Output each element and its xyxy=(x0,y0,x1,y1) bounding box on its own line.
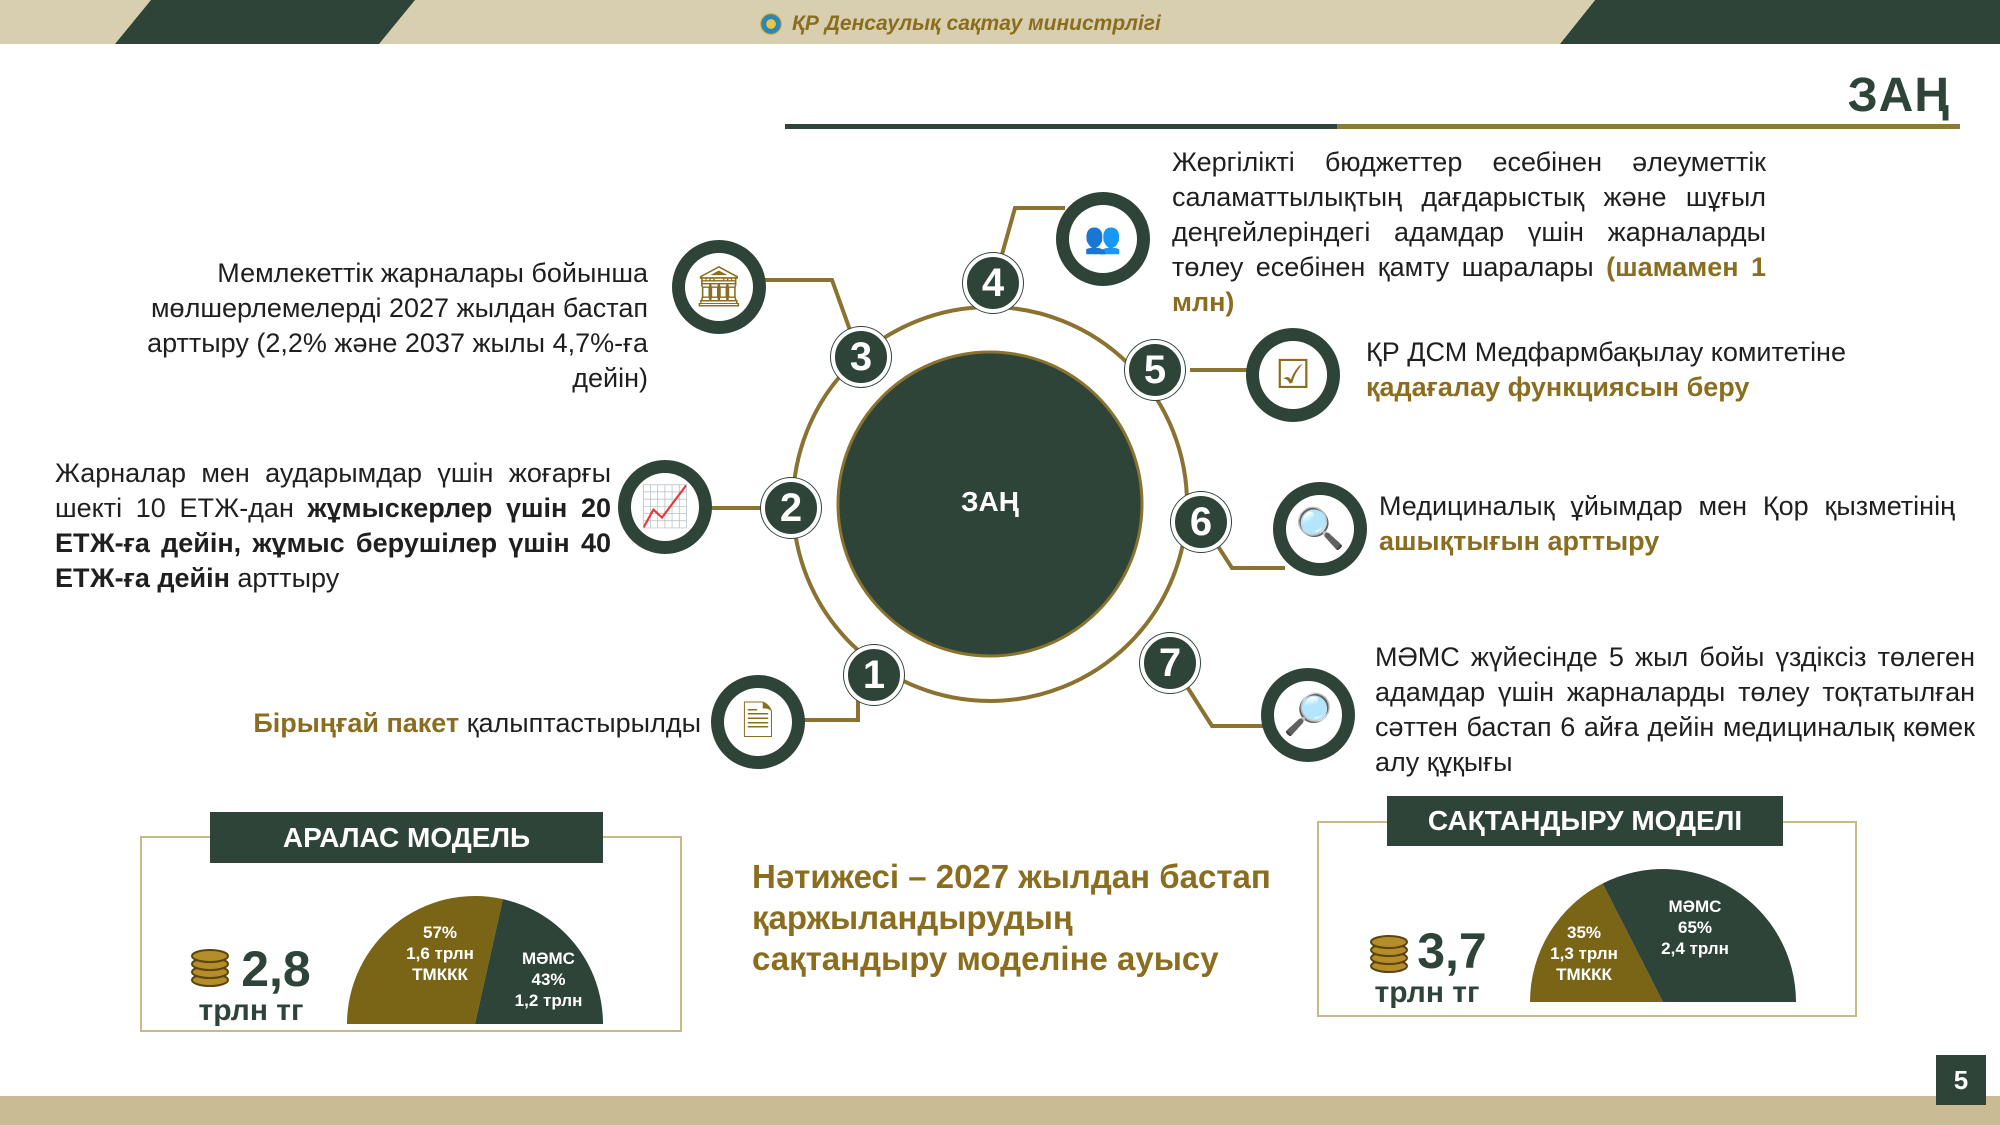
item-1-body: қалыптастырылды xyxy=(459,708,701,738)
mixed-slice-1-percent: 57% xyxy=(422,923,458,942)
item-4-highlight: (шамамен 1 млн) xyxy=(1172,252,1766,317)
insurance-slice-2-percent: 65% xyxy=(1677,918,1713,937)
mixed-slice-2-name: МӘМС xyxy=(522,949,575,968)
item-2-body: Жарналар мен аударымдар үшін жоғарғы шекті 10 ЕТЖ-дан xyxy=(55,458,611,523)
mixed-slice-2-percent: 43% xyxy=(531,970,566,989)
item-7-text: МӘМС жүйесінде 5 жыл бойы үздіксіз төлеген адамдар үшін жарналарды төлеу тоқтатылған сәттен бастап 6 айға дейін медициналық көмек алу құқығы xyxy=(1375,642,1975,777)
item-4-text xyxy=(1172,145,1766,320)
insurance-amount-unit: трлн тг xyxy=(1374,976,1480,1009)
item-2-highlight: жұмыскерлер үшін 20 ЕТЖ-ға дейін, жұмыс берушілер үшін 40 ЕТЖ-ға дейін xyxy=(55,493,611,593)
result-text: Нәтижесі – 2027 жылдан бастап қаржыландырудың сақтандыру моделіне ауысу xyxy=(752,858,1271,977)
item-5-body: ҚР ДСМ Медфармбақылау комитетіне xyxy=(1366,337,1846,367)
bank-building-icon: 🏛 xyxy=(672,240,766,334)
mixed-slice-2-amount: 1,2 трлн xyxy=(514,991,583,1010)
analysis-magnifier-icon: 🔎 xyxy=(1261,668,1355,762)
mixed-slice-1-name: ТМККК xyxy=(412,965,468,984)
badge-2: 2 xyxy=(761,478,821,538)
center-label: ЗАҢ xyxy=(961,486,1019,517)
badge-3: 3 xyxy=(831,327,891,387)
badge-7: 7 xyxy=(1140,633,1200,693)
insurance-slice-1-name: ТМККК xyxy=(1556,965,1612,984)
state-emblem-icon xyxy=(760,13,782,35)
title-underline xyxy=(785,124,1960,129)
insurance-slice-2-label xyxy=(1640,896,1750,959)
item-5-highlight: қадағалау функциясын беру xyxy=(1366,372,1750,402)
mixed-slice-1-amount: 1,6 трлн xyxy=(406,944,474,963)
item-1-highlight: Бірыңғай пакет xyxy=(253,708,460,738)
growth-chart-icon: 📈 xyxy=(618,460,712,554)
insurance-slice-1-amount: 1,3 трлн xyxy=(1550,944,1618,963)
header-accent-left xyxy=(115,0,415,44)
mixed-amount-unit: трлн тг xyxy=(198,994,304,1027)
mixed-slice-1-label xyxy=(385,922,495,985)
insurance-slice-1-percent: 35% xyxy=(1566,923,1602,942)
page-title: ЗАҢ xyxy=(1847,69,1950,122)
insurance-model-amount xyxy=(1352,923,1502,1010)
insurance-slice-2-name: МӘМС xyxy=(1668,897,1722,916)
document-icon: 🗎 xyxy=(711,675,805,769)
mixed-slice-2-label xyxy=(496,948,601,1011)
ministry-name: ҚР Денсаулық сақтау министрлігі xyxy=(792,12,1161,35)
insurance-amount-value: 3,7 xyxy=(1417,923,1487,979)
item-6-text xyxy=(1379,489,1955,559)
people-group-icon: 👥 xyxy=(1056,192,1150,286)
badge-4: 4 xyxy=(963,253,1023,313)
header-title xyxy=(760,12,1161,36)
item-1-text xyxy=(211,706,701,741)
footer-band xyxy=(0,1096,2000,1125)
item-2-tail: арттыру xyxy=(229,563,340,593)
people-search-icon: 🔍 xyxy=(1273,482,1367,576)
item-6-highlight: ашықтығын арттыру xyxy=(1379,526,1660,556)
mixed-model-tag: АРАЛАС МОДЕЛЬ xyxy=(210,812,603,863)
item-3-text: Мемлекеттік жарналары бойынша мөлшерлемелерді 2027 жылдан бастап арттыру (2,2% және 2037 жылы 4,7%-ға дейін) xyxy=(147,258,648,393)
badge-6: 6 xyxy=(1171,492,1231,552)
mixed-amount-value: 2,8 xyxy=(241,941,311,997)
insurance-slice-1-label xyxy=(1536,922,1632,985)
item-2-text xyxy=(55,456,611,596)
item-4-body: Жергілікті бюджеттер есебінен әлеуметтік саламаттылықтың дағдарыстық және шұғыл деңгейлеріндегі адамдар үшін жарналарды төлеу есебінен қамту шаралары xyxy=(1172,147,1766,282)
insurance-slice-2-amount: 2,4 трлн xyxy=(1661,939,1729,958)
item-6-body: Медициналық ұйымдар мен Қор қызметінің xyxy=(1379,491,1955,521)
badge-1: 1 xyxy=(844,645,904,705)
badge-5: 5 xyxy=(1125,340,1185,400)
insurance-model-tag: САҚТАНДЫРУ МОДЕЛІ xyxy=(1387,796,1783,846)
page-number: 5 xyxy=(1936,1055,1986,1105)
header-accent-right xyxy=(1560,0,2000,44)
mixed-model-amount xyxy=(176,941,326,1028)
checklist-icon: ☑ xyxy=(1246,328,1340,422)
item-5-text xyxy=(1366,335,1906,405)
